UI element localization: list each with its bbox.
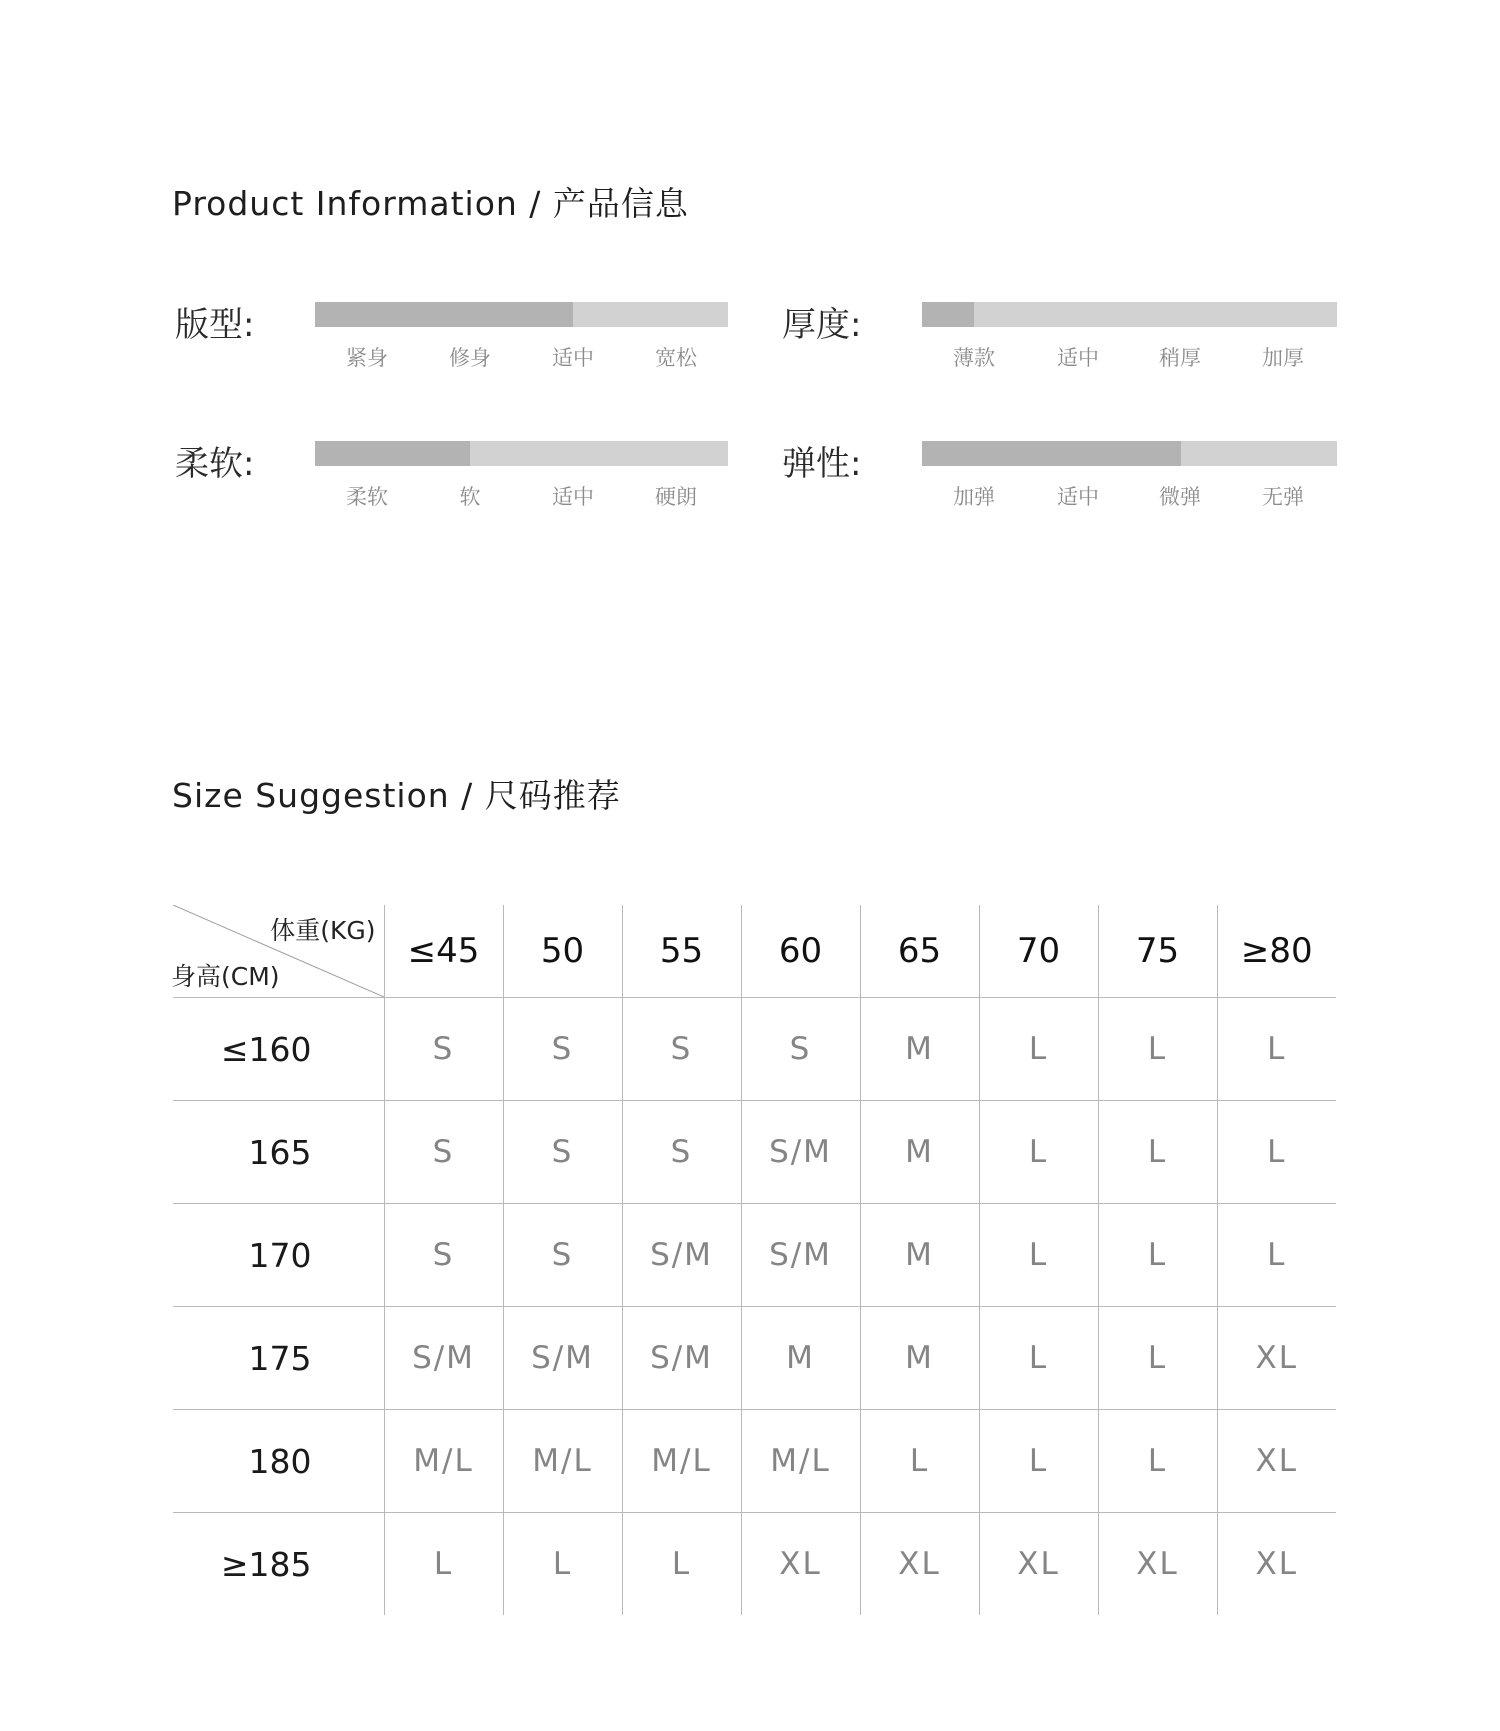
size-cell: M/L — [741, 1410, 860, 1513]
size-cell: L — [979, 1410, 1098, 1513]
tick-label: 柔软 — [346, 485, 388, 509]
size-cell: XL — [1217, 1307, 1336, 1410]
tick-label: 紧身 — [346, 346, 388, 370]
size-cell: S/M — [384, 1307, 503, 1410]
size-cell: XL — [741, 1513, 860, 1616]
size-cell: S — [384, 1204, 503, 1307]
weight-axis-label: 体重(KG) — [270, 916, 376, 945]
size-cell: S — [622, 998, 741, 1101]
size-cell: L — [384, 1513, 503, 1616]
size-cell: M/L — [503, 1410, 622, 1513]
size-cell: L — [1217, 1204, 1336, 1307]
level-bar-fill — [315, 441, 470, 466]
table-header-row — [173, 905, 1336, 998]
size-cell: XL — [1098, 1513, 1217, 1616]
level-bar-fill — [315, 302, 573, 327]
table-row — [173, 1513, 1336, 1616]
size-cell: S — [384, 1101, 503, 1204]
attribute-label: 弹性: — [782, 444, 862, 484]
size-cell: L — [1098, 998, 1217, 1101]
table-row — [173, 998, 1336, 1101]
size-cell: S/M — [741, 1204, 860, 1307]
weight-header: ≤45 — [384, 905, 503, 998]
level-bar — [922, 441, 1337, 466]
weight-header: 65 — [860, 905, 979, 998]
size-cell: L — [979, 1307, 1098, 1410]
tick-label: 适中 — [1057, 346, 1099, 370]
attribute-label: 厚度: — [782, 305, 862, 345]
table-row — [173, 1307, 1336, 1410]
weight-header: 55 — [622, 905, 741, 998]
tick-label: 加厚 — [1262, 346, 1304, 370]
size-cell: L — [1217, 998, 1336, 1101]
size-cell: M/L — [384, 1410, 503, 1513]
weight-header: 70 — [979, 905, 1098, 998]
weight-header: 50 — [503, 905, 622, 998]
size-cell: XL — [1217, 1513, 1336, 1616]
table-row — [173, 1410, 1336, 1513]
weight-header: 60 — [741, 905, 860, 998]
level-bar — [315, 441, 728, 466]
height-label: 180 — [173, 1410, 384, 1513]
size-cell: M — [860, 1101, 979, 1204]
size-cell: S/M — [741, 1101, 860, 1204]
weight-header: ≥80 — [1217, 905, 1336, 998]
size-cell: S/M — [622, 1307, 741, 1410]
weight-header: 75 — [1098, 905, 1217, 998]
tick-label: 适中 — [552, 346, 594, 370]
size-suggestion-title: Size Suggestion / 尺码推荐 — [172, 776, 621, 815]
size-cell: L — [860, 1410, 979, 1513]
tick-label: 稍厚 — [1159, 346, 1201, 370]
level-bar — [315, 302, 728, 327]
size-cell: L — [979, 1101, 1098, 1204]
size-cell: L — [979, 1204, 1098, 1307]
size-cell: M — [860, 1307, 979, 1410]
height-label: ≤160 — [220, 1029, 312, 1069]
tick-label: 微弹 — [1159, 485, 1201, 509]
level-bar — [922, 302, 1337, 327]
size-cell: L — [1098, 1307, 1217, 1410]
product-info-title: Product Information / 产品信息 — [172, 184, 689, 223]
attribute-label: 柔软: — [175, 444, 255, 484]
tick-label: 加弹 — [953, 485, 995, 509]
tick-label: 硬朗 — [655, 485, 697, 509]
table-row — [173, 1204, 1336, 1307]
size-cell: S — [503, 998, 622, 1101]
size-cell: S — [384, 998, 503, 1101]
corner-header — [173, 905, 384, 998]
tick-label: 无弹 — [1262, 485, 1304, 509]
table-row — [173, 1101, 1336, 1204]
tick-label: 软 — [459, 485, 481, 509]
size-table — [173, 905, 1336, 1615]
size-cell: S — [622, 1101, 741, 1204]
height-label: ≥185 — [173, 1513, 384, 1616]
size-cell: S — [741, 998, 860, 1101]
tick-label: 宽松 — [655, 346, 697, 370]
size-cell: L — [1098, 1410, 1217, 1513]
size-cell: S/M — [503, 1307, 622, 1410]
height-label: 165 — [173, 1101, 384, 1204]
size-cell: M/L — [622, 1410, 741, 1513]
size-cell: S — [503, 1101, 622, 1204]
level-bar-fill — [922, 302, 974, 327]
size-cell: S — [503, 1204, 622, 1307]
tick-label: 薄款 — [953, 346, 995, 370]
tick-label: 适中 — [1057, 485, 1099, 509]
attribute-label: 版型: — [175, 305, 255, 345]
size-cell: XL — [1217, 1410, 1336, 1513]
tick-label: 修身 — [449, 346, 491, 370]
size-cell: XL — [979, 1513, 1098, 1616]
size-cell: L — [1217, 1101, 1336, 1204]
size-cell: L — [1098, 1204, 1217, 1307]
size-cell: M — [741, 1307, 860, 1410]
height-label: 175 — [173, 1307, 384, 1410]
size-cell: M — [860, 1204, 979, 1307]
level-bar-fill — [922, 441, 1181, 466]
size-cell: S/M — [622, 1204, 741, 1307]
size-cell: L — [979, 998, 1098, 1101]
size-cell: L — [503, 1513, 622, 1616]
height-label: 170 — [173, 1204, 384, 1307]
tick-label: 适中 — [552, 485, 594, 509]
size-cell: M — [860, 998, 979, 1101]
height-axis-label: 身高(CM) — [171, 962, 280, 991]
size-cell: XL — [860, 1513, 979, 1616]
size-cell: L — [622, 1513, 741, 1616]
size-cell: L — [1098, 1101, 1217, 1204]
